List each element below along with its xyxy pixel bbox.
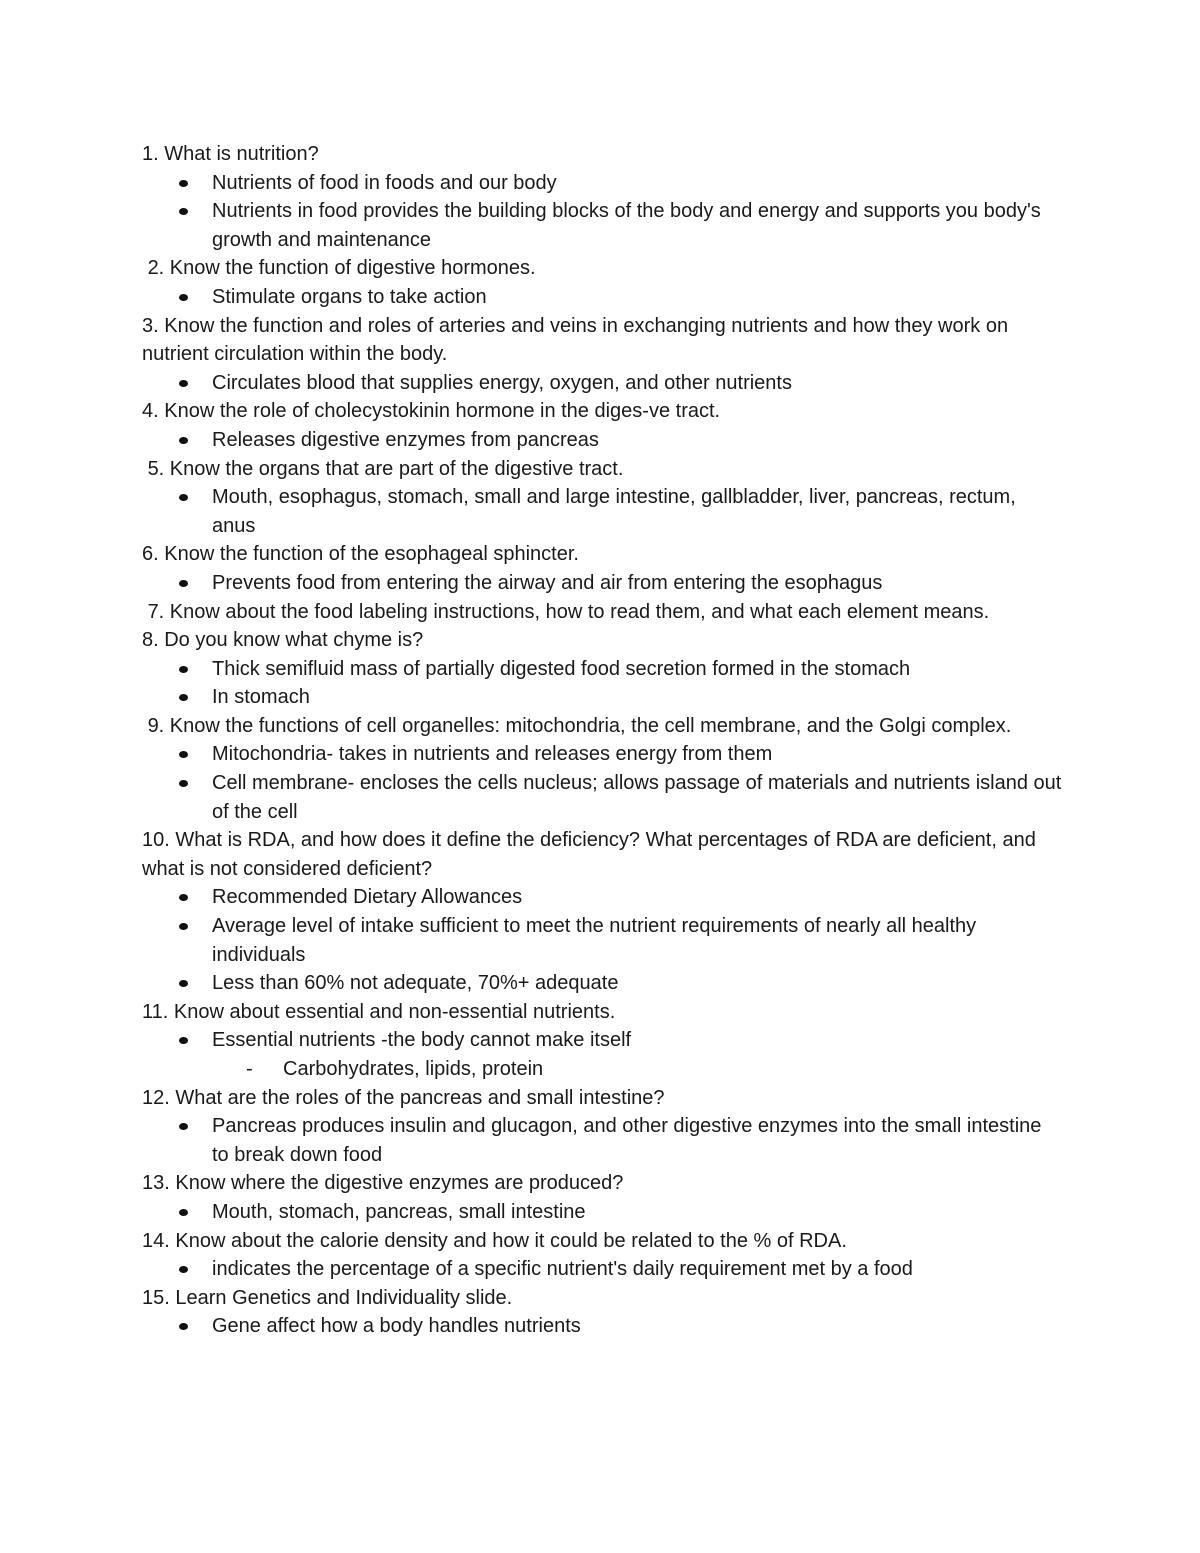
question-5: 5. Know the organs that are part of the digestive tract. [142, 457, 624, 480]
bullet-icon [179, 380, 188, 387]
bullet-text: Nutrients of food in foods and our body [212, 171, 557, 194]
bullet-text: In stomach [212, 686, 310, 709]
question-12: 12. What are the roles of the pancreas and small intestine? [142, 1086, 665, 1109]
bullet-item [142, 1026, 1062, 1055]
bullet-text: Mouth, esophagus, stomach, small and large intestine, gallbladder, liver, pancreas, rectum, anus [212, 486, 1016, 537]
question-4: 4. Know the role of cholecystokinin hormone in the diges-ve tract. [142, 400, 721, 423]
bullet-item [142, 769, 1062, 826]
bullet-item [142, 655, 1062, 684]
bullet-item [142, 283, 1062, 312]
question-10: 10. What is RDA, and how does it define the deficiency? What percentages of RDA are deficient, and what is not considered deficient? [142, 829, 1042, 880]
question-2: 2. Know the function of digestive hormones. [142, 257, 536, 280]
bullet-icon [179, 1123, 188, 1130]
bullet-text: Nutrients in food provides the building blocks of the body and energy and supports you body's growth and maintenance [212, 200, 1041, 251]
question-3: 3. Know the function and roles of arteries and veins in exchanging nutrients and how they work on nutrient circulation within the body. [142, 314, 1014, 366]
question-14: 14. Know about the calorie density and how it could be related to the % of RDA. [142, 1229, 847, 1252]
question-8: 8. Do you know what chyme is? [142, 629, 424, 652]
bullet-icon [179, 1266, 188, 1273]
bullet-icon [179, 208, 188, 215]
bullet-icon [179, 780, 188, 787]
bullet-icon [179, 694, 188, 701]
bullet-text: Recommended Dietary Allowances [212, 886, 523, 909]
bullet-icon [179, 1323, 188, 1330]
bullet-item [142, 426, 1062, 455]
bullet-icon [179, 894, 188, 901]
question-1: 1. What is nutrition? [142, 143, 319, 165]
bullet-item [142, 369, 1062, 398]
bullet-item [142, 569, 1062, 598]
dash-marker: - [246, 1058, 253, 1080]
question-15: 15. Learn Genetics and Individuality slide. [142, 1286, 513, 1309]
bullet-icon [179, 923, 188, 930]
bullet-icon [179, 494, 188, 501]
bullet-item [142, 169, 1062, 198]
bullet-icon [179, 437, 188, 444]
bullet-icon [179, 1037, 188, 1044]
bullet-icon [179, 580, 188, 587]
bullet-icon [179, 294, 188, 301]
question-13: 13. Know where the digestive enzymes are produced? [142, 1172, 624, 1195]
bullet-text: Essential nutrients -the body cannot make itself [212, 1029, 632, 1052]
bullet-item [142, 883, 1062, 912]
question-9: 9. Know the functions of cell organelles: mitochondria, the cell membrane, and the Golgi complex. [142, 714, 1012, 737]
bullet-item [142, 1312, 1062, 1341]
bullet-icon [179, 180, 188, 187]
bullet-text: Less than 60% not adequate, 70%+ adequate [212, 972, 619, 995]
sub-bullet-item [142, 1055, 1062, 1084]
bullet-text: Releases digestive enzymes from pancreas [212, 428, 599, 451]
bullet-text: Cell membrane- encloses the cells nucleus; allows passage of materials and nutrients island out of the cell [212, 772, 1062, 823]
bullet-item [142, 1112, 1062, 1169]
bullet-item [142, 483, 1062, 540]
bullet-text: Mitochondria- takes in nutrients and releases energy from them [212, 743, 773, 766]
bullet-text: Pancreas produces insulin and glucagon, and other digestive enzymes into the small intestine to break down food [212, 1115, 1042, 1166]
bullet-text: Circulates blood that supplies energy, oxygen, and other nutrients [212, 371, 792, 394]
bullet-item [142, 969, 1062, 998]
bullet-icon [179, 666, 188, 673]
bullet-item [142, 197, 1062, 254]
bullet-item [142, 683, 1062, 712]
bullet-item [142, 912, 1062, 969]
sub-bullet-text: Carbohydrates, lipids, protein [283, 1058, 544, 1080]
bullet-text: Mouth, stomach, pancreas, small intestine [212, 1200, 586, 1223]
bullet-icon [179, 980, 188, 987]
question-11: 11. Know about essential and non-essential nutrients. [142, 1000, 616, 1023]
bullet-item [142, 740, 1062, 769]
bullet-text: Stimulate organs to take action [212, 285, 487, 308]
bullet-icon [179, 751, 188, 758]
bullet-text: Thick semifluid mass of partially digested food secretion formed in the stomach [212, 657, 911, 680]
study-guide-list [142, 140, 1062, 1341]
bullet-text: Average level of intake sufficient to meet the nutrient requirements of nearly all healthy individuals [212, 915, 977, 966]
bullet-text: Gene affect how a body handles nutrients [212, 1315, 581, 1338]
bullet-item [142, 1198, 1062, 1227]
bullet-icon [179, 1209, 188, 1216]
question-7: 7. Know about the food labeling instructions, how to read them, and what each element means. [142, 600, 990, 623]
bullet-text: Prevents food from entering the airway and air from entering the esophagus [212, 571, 883, 594]
question-6: 6. Know the function of the esophageal sphincter. [142, 543, 579, 566]
bullet-text: indicates the percentage of a specific nutrient's daily requirement met by a food [212, 1258, 913, 1281]
bullet-item [142, 1255, 1062, 1284]
